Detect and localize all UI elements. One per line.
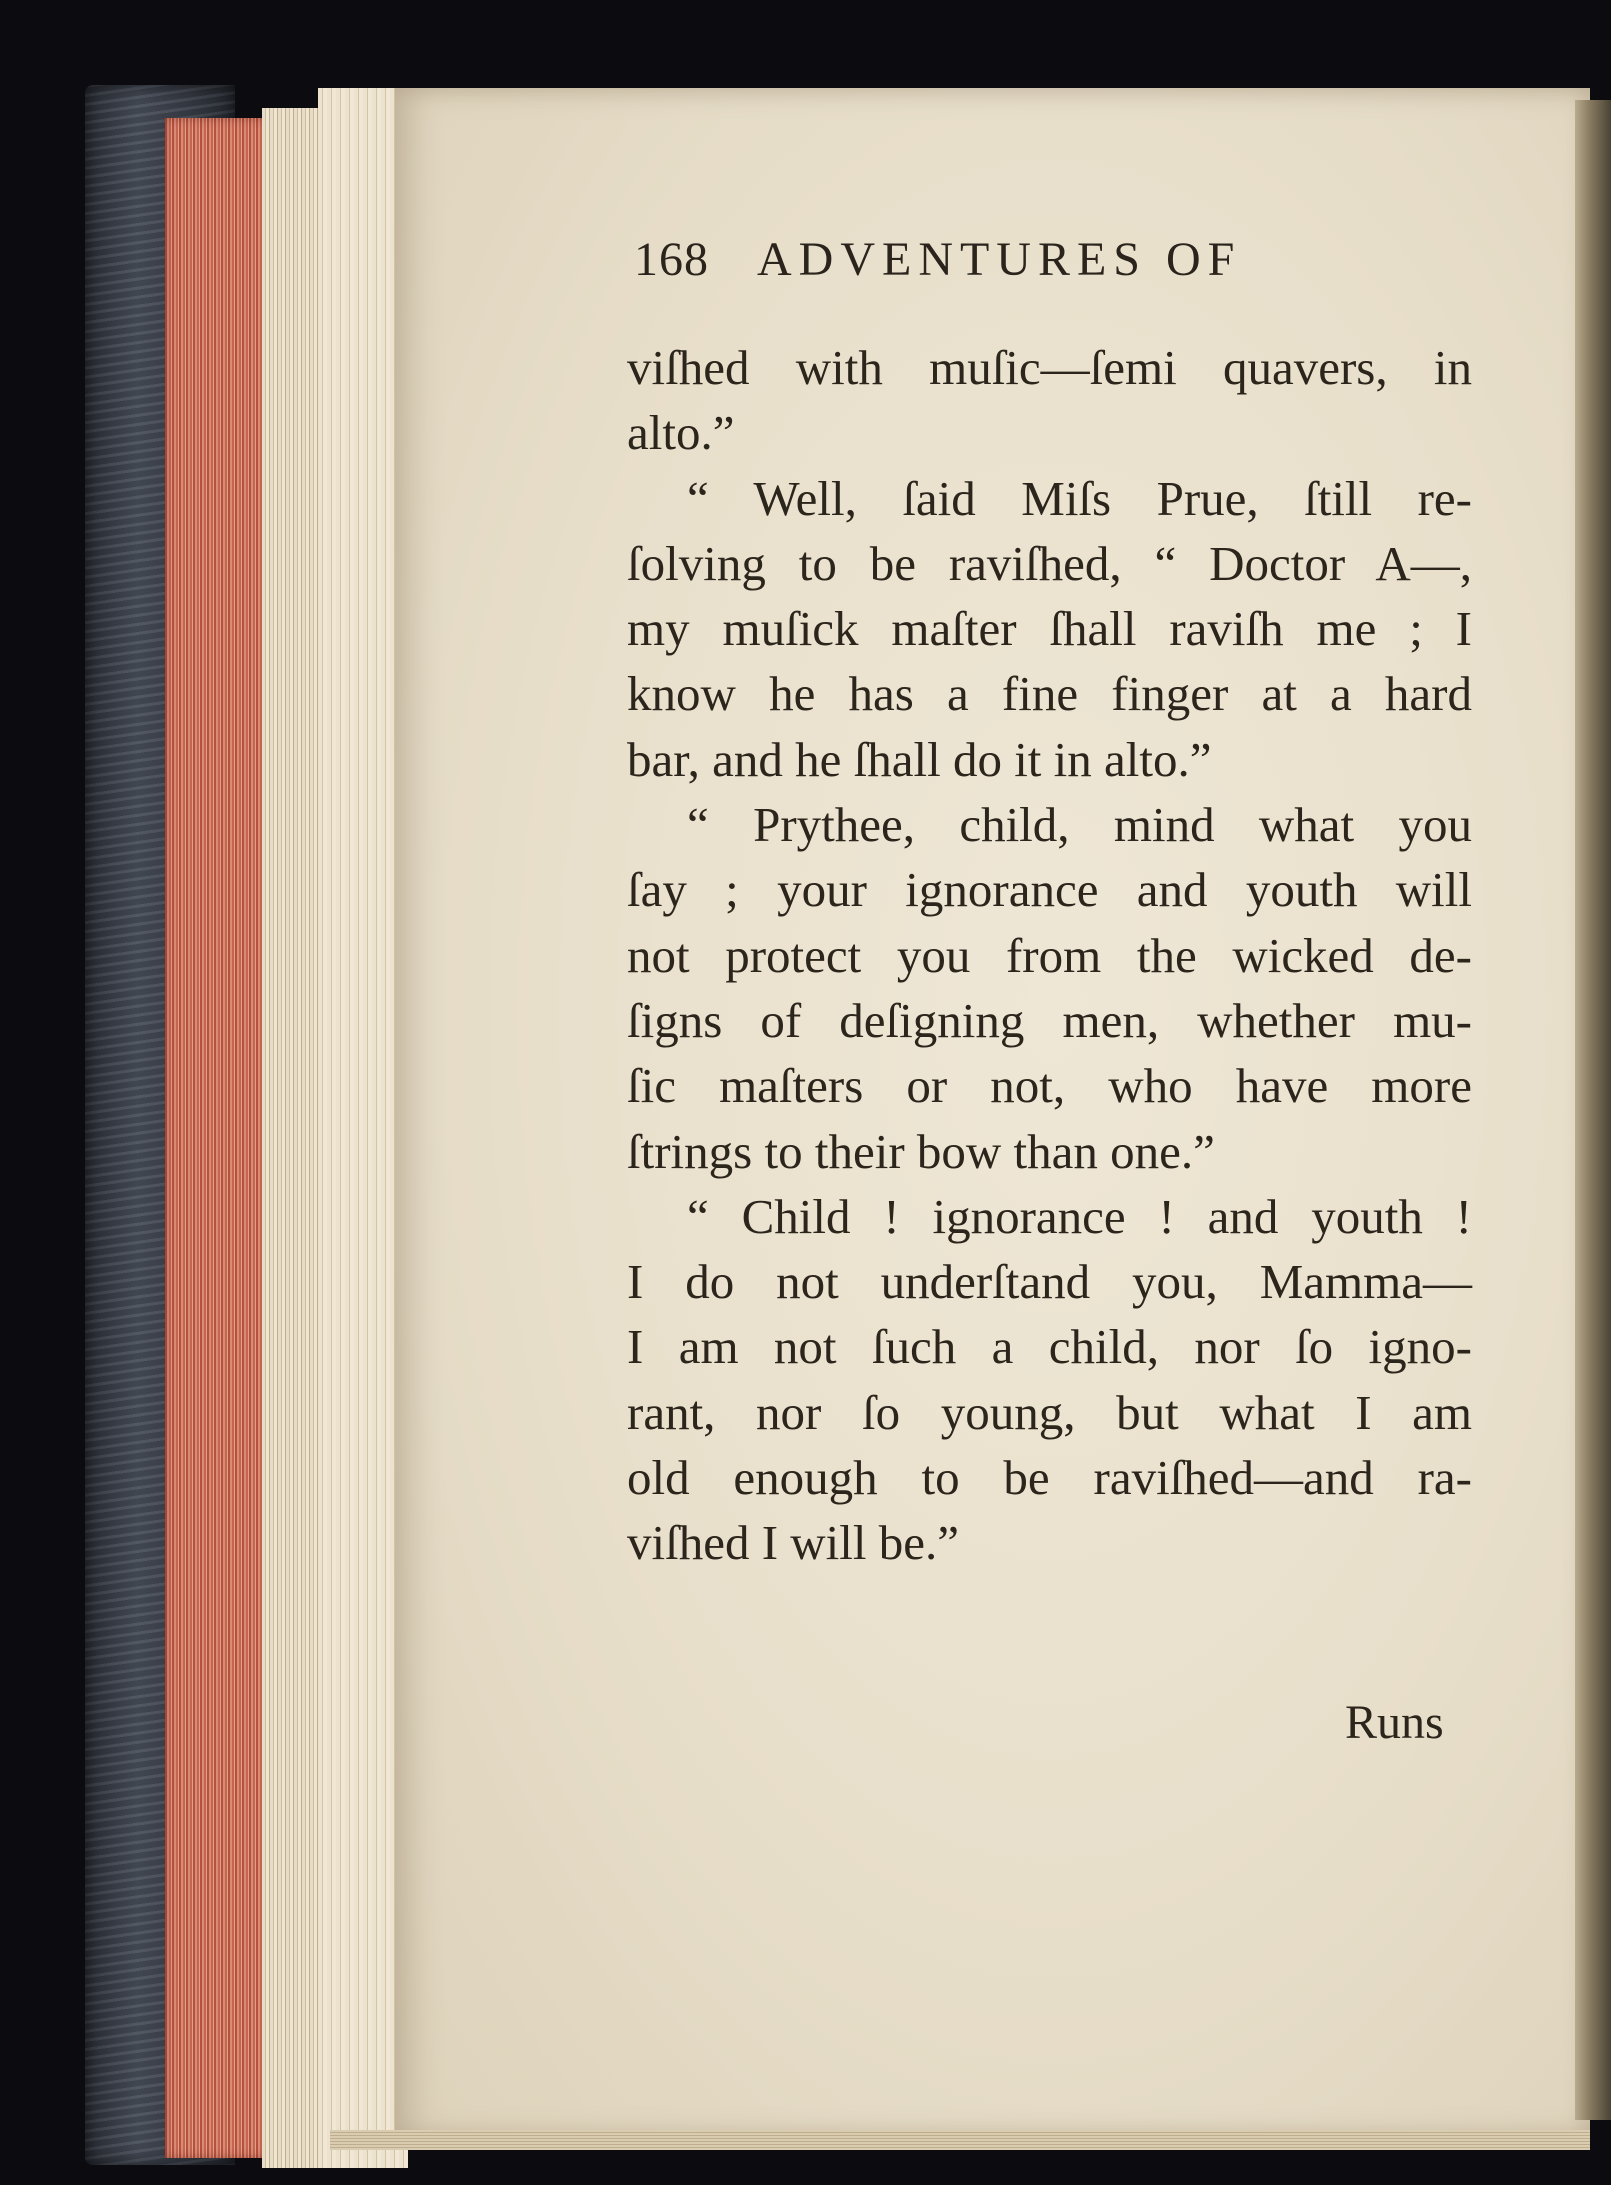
text-line: “ Well, ſaid Miſs Prue, ſtill re-	[687, 470, 1472, 526]
text-line: bar, and he ſhall do it in alto.”	[627, 731, 1212, 787]
page-bottom-edge	[330, 2130, 1590, 2150]
text-line: rant, nor ſo young, but what I am	[627, 1384, 1472, 1440]
text-line: know he has a fine finger at a hard	[627, 666, 1472, 722]
text-line: I do not underſtand you, Mamma—	[627, 1254, 1472, 1310]
text-line: ſay ; your ignorance and youth will	[627, 862, 1472, 918]
text-line: viſhed with muſic—ſemi quavers, in	[627, 340, 1472, 395]
running-head	[634, 232, 1241, 287]
gutter-shadow	[1575, 100, 1611, 2120]
text-line: old enough to be raviſhed—and ra-	[627, 1450, 1472, 1506]
text-line: “ Child ! ignorance ! and youth !	[687, 1188, 1472, 1244]
text-line: ſtrings to their bow than one.”	[627, 1123, 1215, 1179]
page-number: 168	[634, 233, 709, 286]
text-line: not protect you from the wicked de-	[627, 927, 1472, 983]
red-page-edges	[165, 118, 275, 2158]
catchword: Runs	[1345, 1696, 1444, 1749]
text-line: alto.”	[627, 405, 735, 461]
running-title: ADVENTURES OF	[757, 233, 1242, 286]
page-stack-edge	[262, 108, 322, 2168]
text-line: “ Prythee, child, mind what you	[687, 797, 1472, 853]
text-line: ſigns of deſigning men, whether mu-	[627, 992, 1472, 1048]
text-line: ſolving to be raviſhed, “ Doctor A—,	[627, 535, 1472, 591]
text-line: my muſick maſter ſhall raviſh me ; I	[627, 601, 1472, 657]
text-line: I am not ſuch a child, nor ſo igno-	[627, 1319, 1472, 1375]
body-text	[627, 335, 1472, 1576]
text-line: ſic maſters or not, who have more	[627, 1058, 1472, 1114]
text-line: viſhed I will be.”	[627, 1515, 960, 1571]
